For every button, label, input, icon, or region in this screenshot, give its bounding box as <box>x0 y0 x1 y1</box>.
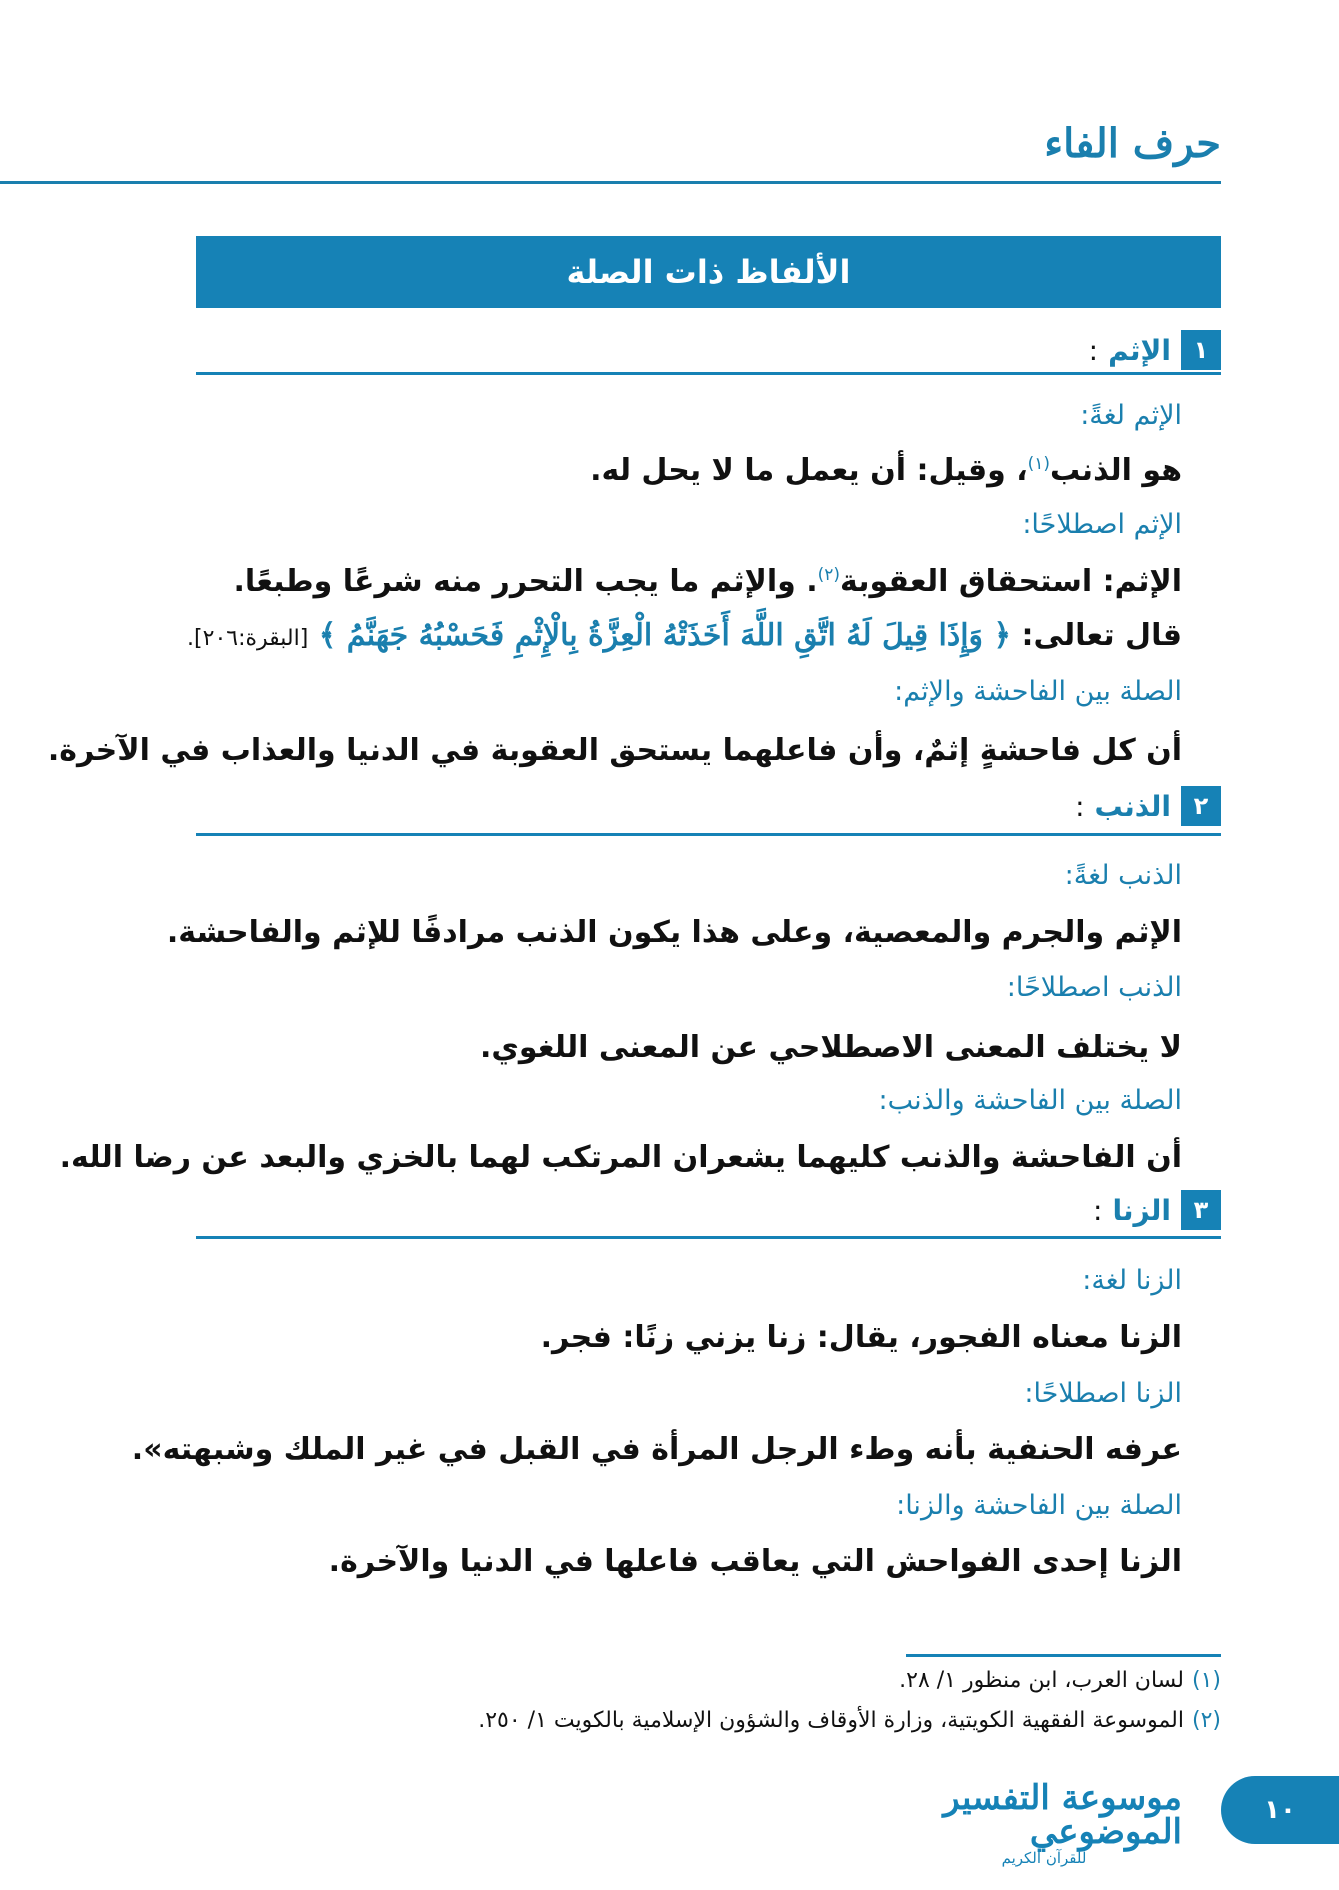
paragraph-text: ، وقيل: أن يعمل ما لا يحل له. <box>590 453 1028 488</box>
paragraph: الزنا إحدى الفواحش التي يعاقب فاعلها في الدنيا والآخرة. <box>328 1544 1182 1579</box>
paragraph: عرفه الحنفية بأنه وطء الرجل المرأة في القبل في غير الملك وشبهته». <box>131 1432 1182 1467</box>
subheading: الصلة بين الفاحشة والزنا: <box>896 1490 1182 1521</box>
paragraph-text: هو الذنب <box>1050 453 1182 488</box>
section-divider <box>196 372 1221 375</box>
paragraph-text: . والإثم ما يجب التحرر منه شرعًا وطبعًا. <box>233 564 818 599</box>
paragraph-text: الإثم: استحقاق العقوبة <box>840 564 1182 599</box>
subheading: الإثم اصطلاحًا: <box>1022 509 1182 540</box>
encyclopedia-logo <box>906 1778 1182 1867</box>
page-number-badge <box>1221 1776 1339 1844</box>
footnote-text: لسان العرب، ابن منظور ١/ ٢٨. <box>899 1668 1184 1693</box>
paragraph: أن الفاحشة والذنب كليهما يشعران المرتكب لهما بالخزي والبعد عن رضا الله. <box>59 1140 1182 1175</box>
subheading: الذنب لغةً: <box>1064 860 1182 891</box>
subheading: الزنا لغة: <box>1082 1265 1182 1296</box>
subheading: الصلة بين الفاحشة والذنب: <box>878 1085 1182 1116</box>
related-terms-banner <box>196 236 1221 308</box>
section-heading-dhanb <box>1075 786 1221 826</box>
footnote-reference[interactable]: (١) <box>1027 454 1051 474</box>
subheading: الذنب اصطلاحًا: <box>1006 972 1182 1003</box>
quran-verse: ﴿ وَإِذَا قِيلَ لَهُ اتَّقِ اللَّهَ أَخَذَتْهُ الْعِزَّةُ بِالْإِثْمِ فَحَسْبُهُ جَهَنَّمُ ﴾ <box>318 618 1012 653</box>
colon: : <box>1088 333 1099 367</box>
paragraph: الزنا معناه الفجور، يقال: زنا يزني زنًا: فجر. <box>540 1320 1182 1355</box>
section-number: ١ <box>1181 330 1221 370</box>
paragraph <box>234 564 1182 599</box>
page-number: ١٠ <box>1264 1795 1296 1825</box>
paragraph: الإثم والجرم والمعصية، وعلى هذا يكون الذنب مرادفًا للإثم والفاحشة. <box>166 915 1182 950</box>
banner-title: الألفاظ ذات الصلة <box>566 253 851 291</box>
section-number: ٣ <box>1181 1190 1221 1230</box>
section-divider <box>196 833 1221 836</box>
footnote-divider <box>906 1654 1221 1657</box>
section-number: ٢ <box>1181 786 1221 826</box>
paragraph: أن كل فاحشةٍ إثمٌ، وأن فاعلهما يستحق العقوبة في الدنيا والعذاب في الآخرة. <box>47 733 1182 768</box>
section-divider <box>196 1236 1221 1239</box>
logo-main-text: موسوعة التفسير الموضوعي <box>943 1778 1182 1852</box>
section-title: الزنا <box>1112 1193 1171 1227</box>
footnote-reference[interactable]: (٢) <box>817 565 841 585</box>
subheading: الزنا اصطلاحًا: <box>1024 1378 1182 1409</box>
chapter-title: حرف الفاء <box>1044 120 1221 167</box>
section-heading-zina <box>1093 1190 1221 1230</box>
footnote <box>899 1668 1221 1693</box>
footnote <box>478 1708 1221 1733</box>
paragraph <box>590 453 1182 488</box>
colon: : <box>1093 1193 1103 1227</box>
paragraph: لا يختلف المعنى الاصطلاحي عن المعنى اللغوي. <box>480 1030 1182 1065</box>
footnote-number: (٢) <box>1191 1708 1221 1733</box>
verse-source: [البقرة:٢٠٦]. <box>187 626 309 651</box>
footnote-number: (١) <box>1191 1668 1221 1693</box>
section-title: الإثم <box>1108 333 1171 367</box>
logo-sub-text: للقرآن الكريم <box>1001 1849 1087 1867</box>
footnote-text: الموسوعة الفقهية الكويتية، وزارة الأوقاف والشؤون الإسلامية بالكويت ١/ ٢٥٠. <box>478 1708 1184 1733</box>
section-heading-ithm <box>1089 330 1221 370</box>
header-divider <box>0 181 1221 184</box>
section-title: الذنب <box>1094 789 1171 823</box>
quran-citation <box>187 618 1182 653</box>
colon: : <box>1075 789 1085 823</box>
subheading: الصلة بين الفاحشة والإثم: <box>894 676 1182 707</box>
subheading: الإثم لغةً: <box>1080 400 1182 431</box>
verse-intro: قال تعالى: <box>1021 618 1182 653</box>
